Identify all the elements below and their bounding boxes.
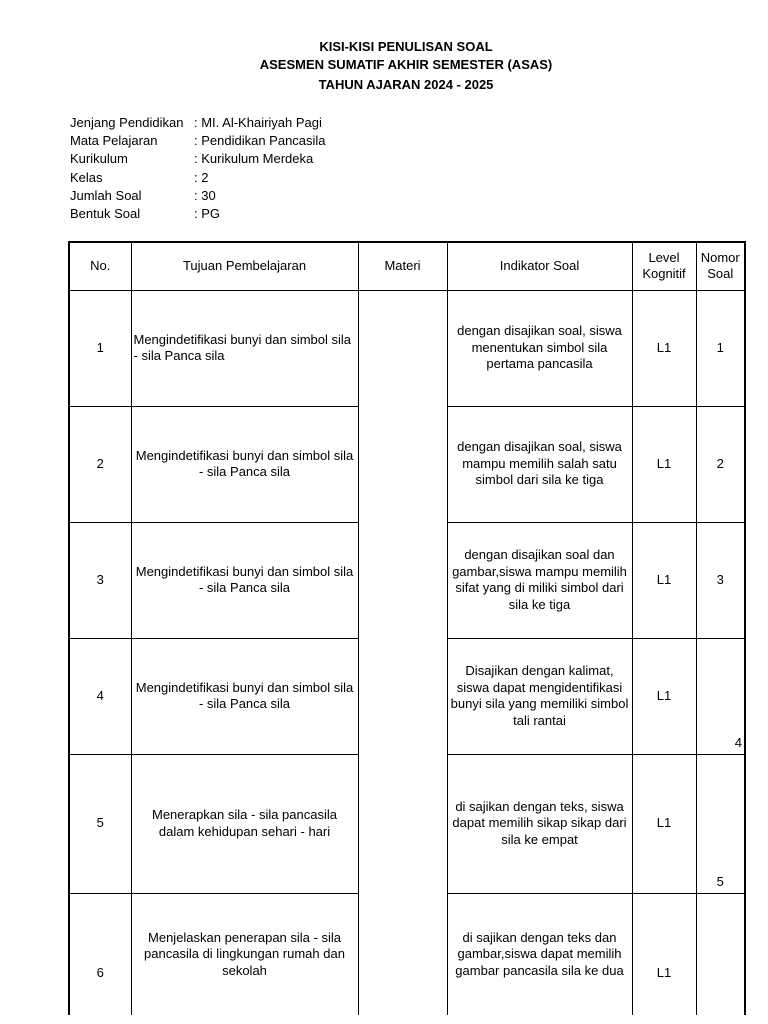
cell-nomor: 5	[696, 754, 745, 893]
cell-level: L1	[632, 754, 696, 893]
cell-indikator: dengan disajikan soal, siswa menentukan simbol sila pertama pancasila	[447, 290, 632, 406]
cell-level: L1	[632, 290, 696, 406]
cell-indikator: dengan disajikan soal dan gambar,siswa mampu memilih sifat yang di miliki simbol dari sila ke tiga	[447, 522, 632, 638]
cell-level: L1	[632, 638, 696, 754]
info-value: : Pendidikan Pancasila	[194, 133, 326, 149]
info-value: : MI. Al-Khairiyah Pagi	[194, 115, 322, 130]
table-row	[69, 290, 745, 406]
header-level-line1: Level	[648, 250, 680, 266]
cell-level: L1	[632, 522, 696, 638]
cell-tujuan: Mengindetifikasi bunyi dan simbol sila - sila Panca sila	[131, 406, 358, 522]
cell-level: L1	[632, 893, 696, 1015]
cell-tujuan: Mengindetifikasi bunyi dan simbol sila - sila Panca sila	[131, 290, 358, 406]
cell-indikator: di sajikan dengan teks, siswa dapat memilih sikap sikap dari sila ke empat	[447, 754, 632, 893]
cell-no: 6	[69, 893, 131, 1015]
academic-year: TAHUN AJARAN 2024 - 2025	[318, 77, 494, 92]
header-level-line2: Kognitif	[642, 266, 686, 282]
document-title: KISI-KISI PENULISAN SOAL	[319, 39, 493, 54]
header-indikator: Indikator Soal	[447, 242, 632, 290]
cell-tujuan: Mengindetifikasi bunyi dan simbol sila - sila Panca sila	[131, 522, 358, 638]
cell-nomor: 1	[696, 290, 745, 406]
info-value: : 30	[194, 187, 216, 203]
header-no: No.	[69, 242, 131, 290]
cell-no: 4	[69, 638, 131, 754]
cell-nomor: 2	[696, 406, 745, 522]
info-row	[70, 169, 326, 187]
info-row	[70, 132, 326, 150]
cell-tujuan: Menerapkan sila - sila pancasila dalam kehidupan sehari - hari	[131, 754, 358, 893]
info-label: Mata Pelajaran	[70, 133, 158, 149]
cell-indikator: dengan disajikan soal, siswa mampu memilih salah satu simbol dari sila ke tiga	[447, 406, 632, 522]
info-value: : Kurikulum Merdeka	[194, 151, 314, 167]
kisi-kisi-table	[68, 241, 746, 1015]
info-row	[70, 205, 326, 223]
cell-tujuan: Mengindetifikasi bunyi dan simbol sila - sila Panca sila	[131, 638, 358, 754]
info-label: Jenjang Pendidikan	[70, 115, 184, 130]
cell-tujuan: Menjelaskan penerapan sila - sila pancasila di lingkungan rumah dan sekolah	[131, 893, 358, 1015]
cell-indikator: di sajikan dengan teks dan gambar,siswa dapat memilih gambar pancasila sila ke dua	[447, 893, 632, 1015]
info-value: : 2	[194, 169, 209, 185]
cell-indikator: Disajikan dengan kalimat, siswa dapat mengidentifikasi bunyi sila yang memiliki simbol tali rantai	[447, 638, 632, 754]
info-value: : PG	[194, 206, 221, 222]
header-materi: Materi	[358, 242, 447, 290]
cell-materi	[358, 290, 447, 1015]
cell-nomor	[696, 893, 745, 1015]
cell-level: L1	[632, 406, 696, 522]
cell-no: 5	[69, 754, 131, 893]
cell-no: 2	[69, 406, 131, 522]
header-nomor	[696, 242, 745, 290]
header-tujuan: Tujuan Pembelajaran	[131, 242, 358, 290]
info-row	[70, 150, 326, 168]
cell-no: 1	[69, 290, 131, 406]
header-level	[632, 242, 696, 290]
info-label: Bentuk Soal	[70, 206, 141, 222]
info-row	[70, 187, 326, 205]
info-label: Jumlah Soal	[70, 187, 142, 203]
header-nomor-line1: Nomor	[700, 250, 740, 266]
cell-nomor: 4	[696, 638, 745, 754]
info-label: Kelas	[70, 169, 103, 185]
info-label: Kurikulum	[70, 151, 128, 167]
table-header-row	[69, 242, 745, 290]
cell-no: 3	[69, 522, 131, 638]
info-block	[70, 114, 326, 223]
header-nomor-line2: Soal	[707, 266, 734, 282]
cell-nomor: 3	[696, 522, 745, 638]
document-subtitle: ASESMEN SUMATIF AKHIR SEMESTER (ASAS)	[259, 57, 553, 72]
info-row	[70, 114, 326, 132]
